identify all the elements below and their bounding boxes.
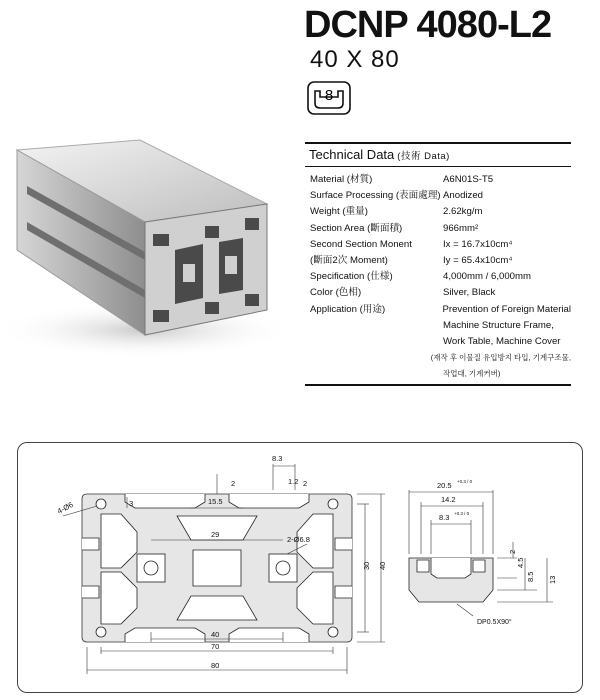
profile-3d-render [5, 130, 300, 370]
tech-value: 2.62kg/m [443, 206, 483, 218]
dim-80: 80 [211, 661, 220, 670]
tech-row-application-kr-1 [305, 350, 571, 366]
tech-value: Machine Structure Frame, [443, 319, 554, 331]
tech-value: Work Table, Machine Cover [443, 336, 561, 348]
technical-data-subtitle: (技術 Data) [397, 151, 450, 162]
dim-8-3-slot: 8.3 [439, 513, 450, 522]
tech-value: Iy = 65.4x10cm⁴ [443, 255, 513, 267]
tech-value: 966mm² [443, 222, 479, 234]
dim-1-2: 1.2 [288, 477, 299, 486]
dim-20-5-tolerance: +0.3 / 0 [457, 479, 473, 484]
tech-row-application-kr-2 [305, 366, 571, 382]
tech-value: A6N01S-T5 [443, 174, 494, 185]
dim-4-phi6: 4-Ø6 [55, 499, 75, 516]
tech-label: Weight (重量) [310, 206, 368, 218]
tech-row-material [305, 172, 571, 188]
technical-drawing [17, 442, 583, 693]
dim-40-bottom: 40 [211, 630, 220, 639]
dim-13: 13 [548, 575, 557, 584]
technical-data-table [305, 142, 571, 386]
tech-row-weight [305, 204, 571, 220]
tech-row-application-3 [305, 334, 571, 350]
tech-row-surface [305, 188, 571, 204]
tech-label: Application (用途) [310, 303, 386, 315]
dim-15-5: 15.5 [208, 497, 223, 506]
tech-label [305, 334, 443, 350]
tech-label: Specification (仕様) [310, 271, 393, 283]
tech-label: Second Section Monent [310, 238, 412, 250]
technical-data-bottom-rule [305, 384, 571, 386]
tech-label: Surface Processing (表面處理) [310, 190, 441, 202]
tech-label [305, 366, 443, 382]
tech-value: 4,000mm / 6,000mm [443, 271, 531, 283]
dim-8-3-tolerance: +0.3 / 0 [454, 511, 470, 516]
tech-row-specification [305, 269, 571, 285]
dim-2-slot: 2 [508, 549, 517, 554]
slot-size-badge-icon [307, 81, 351, 115]
technical-data-header [305, 142, 571, 167]
tech-label: Color (色相) [310, 287, 362, 299]
dim-70: 70 [211, 642, 220, 651]
dim-20-5: 20.5 [437, 481, 452, 490]
tech-label [305, 318, 443, 334]
tech-value: Ix = 16.7x10cm⁴ [443, 238, 513, 250]
dim-3: 3 [129, 499, 134, 508]
dim-8-5: 8.5 [526, 571, 535, 582]
slot-badge-number: 8 [324, 87, 334, 104]
dim-40-side: 40 [378, 561, 387, 570]
profile-size: 40 X 80 [310, 46, 400, 73]
tech-value: Silver, Black [443, 287, 496, 299]
tech-row-color [305, 285, 571, 301]
dp-note: DP0.5X90° [477, 619, 512, 626]
tech-value: Anodized [443, 190, 484, 202]
dim-2-phi6-8: 2-Ø6.8 [287, 535, 310, 544]
dim-14-2: 14.2 [441, 495, 456, 504]
tech-row-application [305, 302, 571, 318]
tech-label: Material (材質) [310, 174, 373, 185]
tech-row-moment-y [305, 253, 571, 269]
tech-value: 작업대, 기계커버) [443, 369, 501, 379]
dim-8-3: 8.3 [272, 454, 283, 463]
tech-value: Prevention of Foreign Material [442, 303, 571, 315]
dim-30: 30 [362, 561, 371, 570]
tech-label [305, 350, 431, 366]
technical-data-title: Technical Data [309, 147, 395, 162]
dim-2-top: 2 [231, 479, 236, 488]
dim-2-right: 2 [303, 479, 308, 488]
tech-label: (斷面2次 Moment) [310, 255, 388, 267]
dim-4-5: 4.5 [516, 557, 525, 568]
tech-row-application-2 [305, 318, 571, 334]
tech-label: Section Area (斷面積) [310, 222, 403, 234]
tech-value: (재작 후 이물질 유입방지 타입, 기계구조물, [430, 353, 571, 363]
tech-row-moment-x [305, 237, 571, 253]
tech-row-section-area [305, 221, 571, 237]
dim-29: 29 [211, 530, 220, 539]
model-title: DCNP 4080-L2 [304, 4, 552, 46]
